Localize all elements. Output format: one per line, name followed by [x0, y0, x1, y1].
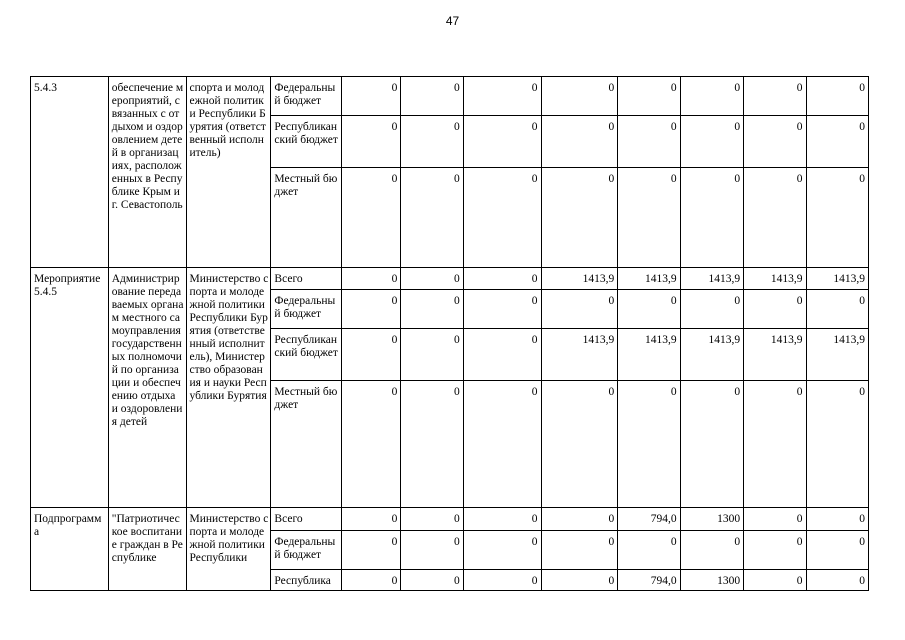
value-cell: 0 — [342, 77, 401, 116]
funding-source-cell: Республиканский бюджет — [271, 329, 342, 381]
value-cell: 0 — [463, 531, 541, 570]
row-executor-cell: спорта и молодежной политики Республики Бурятия (ответственный исполнитель) — [186, 77, 271, 268]
value-cell: 0 — [680, 168, 743, 268]
value-cell: 0 — [541, 508, 618, 531]
value-cell: 0 — [541, 570, 618, 591]
value-cell: 0 — [744, 381, 806, 508]
row-code-cell: Подпрограмма — [31, 508, 109, 591]
funding-source-cell: Всего — [271, 508, 342, 531]
value-cell: 0 — [463, 168, 541, 268]
value-cell: 0 — [806, 381, 869, 508]
value-cell: 0 — [618, 531, 680, 570]
value-cell: 1300 — [680, 508, 743, 531]
value-cell: 794,0 — [618, 570, 680, 591]
value-cell: 0 — [401, 168, 463, 268]
value-cell: 0 — [342, 290, 401, 329]
value-cell: 0 — [744, 508, 806, 531]
value-cell: 1413,9 — [618, 268, 680, 290]
value-cell: 1413,9 — [680, 268, 743, 290]
value-cell: 794,0 — [618, 508, 680, 531]
value-cell: 0 — [342, 168, 401, 268]
value-cell: 0 — [463, 268, 541, 290]
value-cell: 0 — [342, 381, 401, 508]
funding-source-cell: Республика — [271, 570, 342, 591]
value-cell: 0 — [744, 168, 806, 268]
value-cell: 0 — [744, 531, 806, 570]
value-cell: 0 — [463, 508, 541, 531]
value-cell: 0 — [401, 531, 463, 570]
row-code-cell: 5.4.3 — [31, 77, 109, 268]
funding-source-cell: Федеральный бюджет — [271, 531, 342, 570]
value-cell: 0 — [463, 381, 541, 508]
value-cell: 0 — [463, 290, 541, 329]
value-cell: 0 — [463, 329, 541, 381]
value-cell: 0 — [806, 168, 869, 268]
value-cell: 0 — [401, 268, 463, 290]
value-cell: 0 — [401, 570, 463, 591]
value-cell: 0 — [541, 116, 618, 168]
value-cell: 0 — [806, 116, 869, 168]
value-cell: 0 — [401, 290, 463, 329]
value-cell: 0 — [806, 290, 869, 329]
value-cell: 0 — [401, 116, 463, 168]
value-cell: 0 — [680, 531, 743, 570]
value-cell: 1300 — [680, 570, 743, 591]
value-cell: 1413,9 — [744, 268, 806, 290]
funding-source-cell: Федеральный бюджет — [271, 290, 342, 329]
value-cell: 0 — [806, 570, 869, 591]
value-cell: 1413,9 — [806, 268, 869, 290]
value-cell: 1413,9 — [680, 329, 743, 381]
value-cell: 0 — [618, 381, 680, 508]
row-executor-cell: Министерство спорта и молодежной политики Республики — [186, 508, 271, 591]
value-cell: 0 — [806, 531, 869, 570]
value-cell: 0 — [744, 77, 806, 116]
row-name-cell: обеспечение мероприятий, связанных с отдыхом и оздоровлением детей в организациях, расположенных в Республике Крым и г. Севастополь — [108, 77, 186, 268]
value-cell: 0 — [618, 77, 680, 116]
table-row — [31, 77, 869, 116]
value-cell: 0 — [744, 570, 806, 591]
table-row — [31, 508, 869, 531]
value-cell: 1413,9 — [744, 329, 806, 381]
funding-source-cell: Местный бюджет — [271, 381, 342, 508]
funding-source-cell: Всего — [271, 268, 342, 290]
value-cell: 1413,9 — [541, 268, 618, 290]
value-cell: 1413,9 — [541, 329, 618, 381]
row-name-cell: Администрирование передаваемых органам местного самоуправления государственных полномочий по организации и обеспечению отдыха и оздоровления детей — [108, 268, 186, 508]
value-cell: 0 — [463, 116, 541, 168]
row-name-cell: "Патриотическое воспитание граждан в Республике — [108, 508, 186, 591]
funding-source-cell: Федеральный бюджет — [271, 77, 342, 116]
value-cell: 0 — [541, 77, 618, 116]
value-cell: 0 — [401, 329, 463, 381]
value-cell: 0 — [342, 508, 401, 531]
value-cell: 0 — [541, 168, 618, 268]
funding-source-cell: Республиканский бюджет — [271, 116, 342, 168]
value-cell: 0 — [680, 116, 743, 168]
value-cell: 0 — [401, 508, 463, 531]
budget-table — [30, 76, 869, 591]
value-cell: 0 — [401, 381, 463, 508]
row-code-cell: Мероприятие 5.4.5 — [31, 268, 109, 508]
value-cell: 0 — [744, 116, 806, 168]
row-executor-cell: Министерство спорта и молодежной политики Республики Бурятия (ответственный исполнитель), Министерство образования и науки Республики Бурятия — [186, 268, 271, 508]
value-cell: 0 — [680, 290, 743, 329]
value-cell: 0 — [342, 116, 401, 168]
value-cell: 0 — [463, 570, 541, 591]
value-cell: 0 — [806, 508, 869, 531]
value-cell: 0 — [744, 290, 806, 329]
value-cell: 0 — [342, 531, 401, 570]
value-cell: 0 — [401, 77, 463, 116]
value-cell: 0 — [342, 570, 401, 591]
value-cell: 0 — [541, 381, 618, 508]
value-cell: 0 — [680, 77, 743, 116]
value-cell: 0 — [618, 116, 680, 168]
value-cell: 0 — [618, 290, 680, 329]
value-cell: 0 — [541, 531, 618, 570]
value-cell: 0 — [541, 290, 618, 329]
value-cell: 0 — [463, 77, 541, 116]
funding-source-cell: Местный бюджет — [271, 168, 342, 268]
value-cell: 0 — [342, 268, 401, 290]
value-cell: 0 — [342, 329, 401, 381]
value-cell: 1413,9 — [806, 329, 869, 381]
table-row — [31, 268, 869, 290]
page-number: 47 — [445, 14, 460, 28]
value-cell: 0 — [618, 168, 680, 268]
value-cell: 0 — [806, 77, 869, 116]
value-cell: 0 — [680, 381, 743, 508]
value-cell: 1413,9 — [618, 329, 680, 381]
